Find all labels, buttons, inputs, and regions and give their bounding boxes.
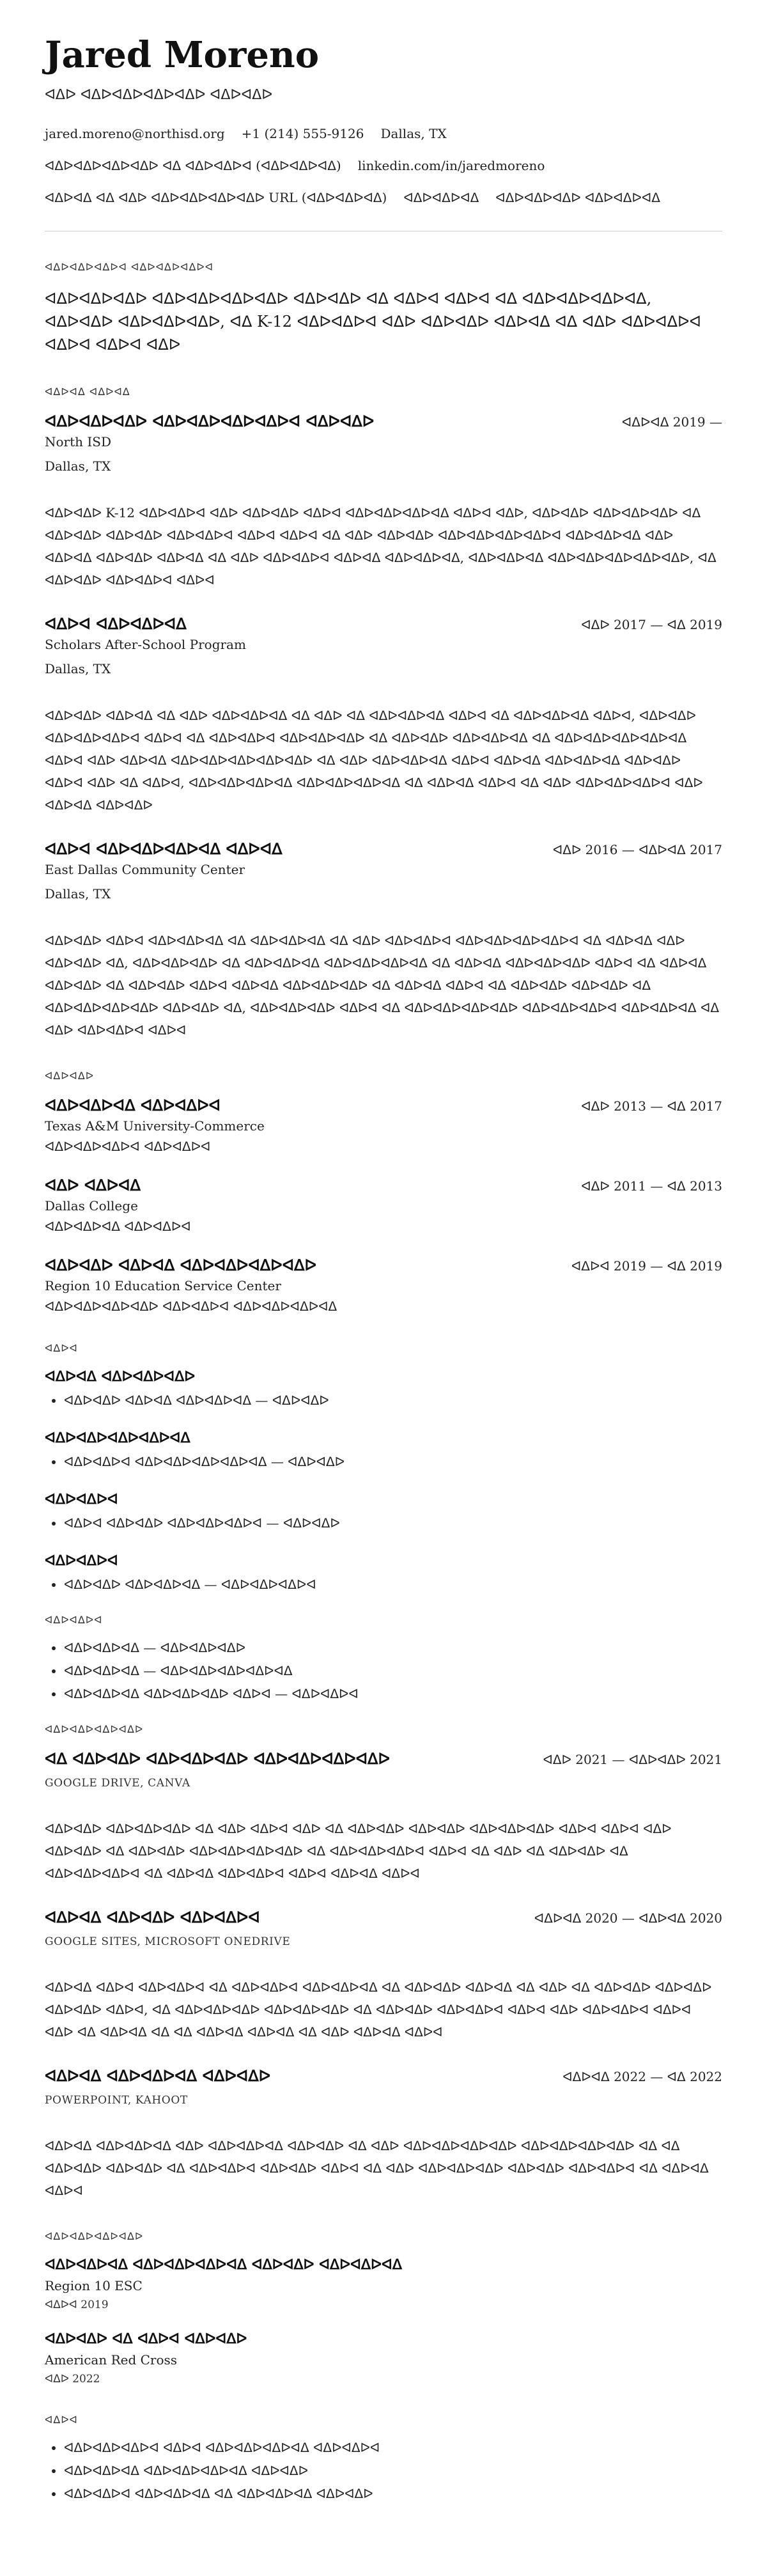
degree-title: ᐊᐃᐅᐊᐃᐅᐊᐃ ᐊᐃᐅᐊᐃᐅᐊ (45, 1095, 221, 1114)
job-dates: ᐊᐃᐅᐊᐃ 2019 — (621, 414, 722, 430)
field-of-study: ᐊᐃᐅᐊᐃᐅᐊᐃᐅᐊ ᐊᐃᐅᐊᐃᐅᐊ (45, 1138, 211, 1154)
project-tech: GOOGLE DRIVE, CANVA (45, 1776, 190, 1790)
certification-item (45, 2256, 722, 2311)
project-dates: ᐊᐃᐅ 2021 — ᐊᐃᐅᐊᐃᐅ 2021 (543, 1751, 722, 1767)
skill-item: • ᐊᐃᐅᐊ ᐊᐃᐅᐊᐃᐅ ᐊᐃᐅᐊᐃᐅᐊᐃᐅᐊ — ᐊᐃᐅᐊᐃᐅ (64, 1515, 722, 1531)
degree-title: ᐊᐃᐅᐊᐃᐅ ᐊᐃᐅᐊᐃ ᐊᐃᐅᐊᐃᐅᐊᐃᐅᐊᐃᐅ (45, 1255, 316, 1274)
job-location: Dallas, TX (45, 886, 111, 902)
extra-link-1[interactable]: ᐊᐃᐅᐊᐃᐅᐊᐃ (403, 189, 479, 205)
project-tech: GOOGLE SITES, MICROSOFT ONEDRIVE (45, 1935, 291, 1948)
portfolio-link[interactable]: ᐊᐃᐅᐊᐃᐅᐊᐃᐅᐊᐃᐅ ᐊᐃ ᐊᐃᐅᐊᐃᐅᐊ (ᐊᐃᐅᐊᐃᐅᐊᐃ) (45, 157, 341, 173)
experience-item (45, 614, 722, 816)
job-description: ᐊᐃᐅᐊᐃᐅ ᐊᐃᐅᐊᐃ ᐊᐃ ᐊᐃᐅ ᐊᐃᐅᐊᐃᐅᐊᐃ ᐊᐃ ᐊᐃᐅ ᐊᐃ ᐊᐃᐅᐊᐃᐅᐊᐃ ᐊᐃᐅᐊ ᐊᐃ ᐊᐃᐅᐊᐃᐅᐊᐃ ᐊᐃᐅᐊ, ᐊᐃᐅᐊᐃᐅ ᐊᐃᐅᐊᐃᐅᐊᐃᐅᐊ ᐊᐃᐅᐊ ᐊᐃ ᐊᐃᐅᐊᐃᐅᐊ ᐊᐃᐅᐊᐃᐅᐊᐃᐅ ᐊᐃ ᐊᐃᐅᐊᐃᐅ ᐊᐃᐅᐊᐃᐅᐊᐃ ᐊᐃ ᐊᐃᐅᐊᐃᐅᐊᐃᐅᐊᐃᐅᐊᐃ ᐊᐃᐅᐊ ᐊᐃᐅ ᐊᐃᐅᐊᐃ ᐊᐃᐅᐊᐃᐅᐊᐃᐅᐊᐃᐅᐊᐃᐅ ᐊᐃ ᐊᐃᐅ ᐊᐃᐅᐊᐃᐅᐊᐃ ᐊᐃᐅᐊ ᐊᐃᐅᐊᐃ ᐊᐃᐅᐊᐃᐅᐊᐃ ᐊᐃᐅᐊᐃᐅ ᐊᐃᐅᐊ ᐊᐃᐅ ᐊᐃ ᐊᐃᐅᐊ, ᐊᐃᐅᐊᐃᐅᐊᐃᐅᐊᐃ ᐊᐃᐅᐊᐃᐅᐊᐃᐅᐊᐃ ᐊᐃ ᐊᐃᐅᐊᐃ ᐊᐃᐅᐊ ᐊᐃ ᐊᐃᐅ ᐊᐃᐅᐊᐃᐅᐊᐃᐅᐊ ᐊᐃᐅ ᐊᐃᐅᐊᐃ ᐊᐃᐅᐊᐃᐅ (45, 707, 703, 813)
project-name: ᐊᐃ ᐊᐃᐅᐊᐃᐅ ᐊᐃᐅᐊᐃᐅᐊᐃᐅ ᐊᐃᐅᐊᐃᐅᐊᐃᐅᐊᐃᐅ (45, 1749, 390, 1768)
project-description: ᐊᐃᐅᐊᐃᐅ ᐊᐃᐅᐊᐃᐅᐊᐃᐅ ᐊᐃ ᐊᐃᐅ ᐊᐃᐅᐊ ᐊᐃᐅ ᐊᐃ ᐊᐃᐅᐊᐃᐅ ᐊᐃᐅᐊᐃᐅ ᐊᐃᐅᐊᐃᐅᐊᐃᐅ ᐊᐃᐅᐊ ᐊᐃᐅᐊ ᐊᐃᐅ ᐊᐃᐅᐊᐃᐅ ᐊᐃ ᐊᐃᐅᐊᐃᐅ ᐊᐃᐅᐊᐃᐅᐊᐃᐅᐊᐃᐅ ᐊᐃ ᐊᐃᐅᐊᐃᐅᐊᐃᐅᐊ ᐊᐃᐅᐊ ᐊᐃ ᐊᐃᐅ ᐊᐃ ᐊᐃᐅᐊᐃᐅ ᐊᐃ ᐊᐃᐅᐊᐃᐅᐊᐃᐅᐊ ᐊᐃ ᐊᐃᐅᐊᐃ ᐊᐃᐅᐊᐃᐅᐊ ᐊᐃᐅᐊ ᐊᐃᐅᐊᐃ ᐊᐃᐅᐊ (45, 1820, 672, 1881)
section-title-summary: ᐊᐃᐅᐊᐃᐅᐊᐃᐅᐊ ᐊᐃᐅᐊᐃᐅᐊᐃᐅᐊ (45, 260, 214, 273)
section-title-certifications: ᐊᐃᐅᐊᐃᐅᐊᐃᐅᐊᐃᐅ (45, 2229, 144, 2242)
experience-item (45, 412, 722, 591)
certification-name: ᐊᐃᐅᐊᐃᐅᐊᐃ ᐊᐃᐅᐊᐃᐅᐊᐃᐅᐊᐃ ᐊᐃᐅᐊᐃᐅ ᐊᐃᐅᐊᐃᐅᐊᐃ (45, 2256, 402, 2273)
job-dates: ᐊᐃᐅ 2016 — ᐊᐃᐅᐊᐃ 2017 (552, 841, 722, 857)
skill-item: • ᐊᐃᐅᐊᐃᐅ ᐊᐃᐅᐊᐃ ᐊᐃᐅᐊᐃᐅᐊᐃ — ᐊᐃᐅᐊᐃᐅ (64, 1393, 722, 1408)
education-item (45, 1256, 722, 1314)
language-item: • ᐊᐃᐅᐊᐃᐅᐊᐃ — ᐊᐃᐅᐊᐃᐅᐊᐃᐅᐊᐃᐅᐊᐃ (64, 1663, 722, 1678)
section-title-projects: ᐊᐃᐅᐊᐃᐅᐊᐃᐅᐊᐃᐅ (45, 1722, 144, 1735)
skill-category: ᐊᐃᐅᐊᐃᐅᐊᐃᐅᐊᐃᐅᐊᐃ (45, 1429, 190, 1446)
section-title-education: ᐊᐃᐅᐊᐃᐅ (45, 1069, 95, 1082)
school-name: Texas A&M University-Commerce (45, 1118, 265, 1134)
employer-name: North ISD (45, 433, 112, 449)
skills-section (45, 1342, 722, 1592)
certification-date: ᐊᐃᐅ 2022 (45, 2372, 100, 2385)
skill-category: ᐊᐃᐅᐊᐃᐅᐊ (45, 1490, 118, 1508)
skill-item: • ᐊᐃᐅᐊᐃᐅ ᐊᐃᐅᐊᐃᐅᐊᐃ — ᐊᐃᐅᐊᐃᐅᐊᐃᐅᐊ (64, 1577, 722, 1592)
degree-title: ᐊᐃᐅ ᐊᐃᐅᐊᐃ (45, 1175, 141, 1194)
job-location: Dallas, TX (45, 458, 111, 474)
project-name: ᐊᐃᐅᐊᐃ ᐊᐃᐅᐊᐃᐅᐊᐃ ᐊᐃᐅᐊᐃᐅ (45, 2066, 271, 2085)
project-dates: ᐊᐃᐅᐊᐃ 2022 — ᐊᐃ 2022 (562, 2068, 722, 2084)
education-item (45, 1096, 722, 1154)
employer-name: Scholars After-School Program (45, 636, 246, 652)
profile-links-secondary (45, 190, 722, 205)
project-item (45, 1908, 722, 2043)
certification-item (45, 2330, 722, 2385)
project-name: ᐊᐃᐅᐊᐃ ᐊᐃᐅᐊᐃᐅ ᐊᐃᐅᐊᐃᐅᐊ (45, 1907, 260, 1926)
job-dates: ᐊᐃᐅ 2017 — ᐊᐃ 2019 (581, 616, 722, 632)
extra-link-2[interactable]: ᐊᐃᐅᐊᐃᐅᐊᐃᐅ ᐊᐃᐅᐊᐃᐅᐊᐃ (495, 189, 660, 205)
contact-info (45, 126, 722, 141)
certification-issuer: Region 10 ESC (45, 2277, 143, 2293)
project-tech: POWERPOINT, KAHOOT (45, 2093, 188, 2107)
certification-name: ᐊᐃᐅᐊᐃᐅ ᐊᐃ ᐊᐃᐅᐊ ᐊᐃᐅᐊᐃᐅ (45, 2330, 247, 2347)
job-location: Dallas, TX (45, 660, 111, 676)
experience-section (45, 386, 722, 1042)
job-title: ᐊᐃᐅᐊ ᐊᐃᐅᐊᐃᐅᐊᐃ (45, 614, 187, 633)
interest-item: • ᐊᐃᐅᐊᐃᐅᐊᐃᐅᐊ ᐊᐃᐅᐊ ᐊᐃᐅᐊᐃᐅᐊᐃᐅᐊᐃ ᐊᐃᐅᐊᐃᐅᐊ (64, 2440, 722, 2455)
section-title-skills: ᐊᐃᐅᐊ (45, 1341, 78, 1354)
section-title-experience: ᐊᐃᐅᐊᐃ ᐊᐃᐅᐊᐃ (45, 385, 130, 398)
section-title-languages: ᐊᐃᐅᐊᐃᐅᐊ (45, 1613, 103, 1626)
school-name: Dallas College (45, 1198, 138, 1214)
languages-section (45, 1614, 722, 1701)
certifications-section (45, 2230, 722, 2385)
job-title: ᐊᐃᐅᐊ ᐊᐃᐅᐊᐃᐅᐊᐃᐅᐊᐃ ᐊᐃᐅᐊᐃ (45, 839, 283, 858)
interests-section (45, 2414, 722, 2501)
email-link[interactable]: jared.moreno@northisd.org (45, 125, 225, 141)
education-section (45, 1070, 722, 1314)
candidate-name: Jared Moreno (45, 34, 320, 76)
project-item (45, 1749, 722, 1885)
field-of-study: ᐊᐃᐅᐊᐃᐅᐊᐃᐅᐊᐃᐅ ᐊᐃᐅᐊᐃᐅᐊ ᐊᐃᐅᐊᐃᐅᐊᐃᐅᐊᐃ (45, 1298, 337, 1314)
candidate-headline: ᐊᐃᐅ ᐊᐃᐅᐊᐃᐅᐊᐃᐅᐊᐃᐅ ᐊᐃᐅᐊᐃᐅ (45, 86, 273, 103)
project-description: ᐊᐃᐅᐊᐃ ᐊᐃᐅᐊᐃᐅᐊᐃ ᐊᐃᐅ ᐊᐃᐅᐊᐃᐅᐊᐃ ᐊᐃᐅᐊᐃᐅ ᐊᐃ ᐊᐃᐅ ᐊᐃᐅᐊᐃᐅᐊᐃᐅᐊᐃᐅ ᐊᐃᐅᐊᐃᐅᐊᐃᐅᐊᐃᐅ ᐊᐃ ᐊᐃ ᐊᐃᐅᐊᐃᐅ ᐊᐃᐅᐊᐃᐅ ᐊᐃ ᐊᐃᐅᐊᐃᐅᐊ ᐊᐃᐅᐊᐃᐅ ᐊᐃᐅᐊ ᐊᐃ ᐊᐃᐅ ᐊᐃᐅᐊᐃᐅᐊᐃᐅ ᐊᐃᐅᐊᐃᐅ ᐊᐃᐅᐊᐃᐅᐊ ᐊᐃ ᐊᐃᐅᐊᐃ ᐊᐃᐅᐊ (45, 2137, 709, 2198)
certification-date: ᐊᐃᐅᐊ 2019 (45, 2298, 109, 2311)
phone-number[interactable]: +1 (214) 555-9126 (241, 125, 364, 141)
experience-item (45, 839, 722, 1042)
interest-item: • ᐊᐃᐅᐊᐃᐅᐊ ᐊᐃᐅᐊᐃᐅᐊᐃ ᐊᐃ ᐊᐃᐅᐊᐃᐅᐊᐃ ᐊᐃᐅᐊᐃᐅ (64, 2486, 722, 2501)
field-of-study: ᐊᐃᐅᐊᐃᐅᐊᐃ ᐊᐃᐅᐊᐃᐅᐊ (45, 1218, 191, 1234)
projects-section (45, 1723, 722, 2202)
certification-issuer: American Red Cross (45, 2352, 178, 2368)
project-item (45, 2066, 722, 2202)
interest-item: • ᐊᐃᐅᐊᐃᐅᐊᐃ ᐊᐃᐅᐊᐃᐅᐊᐃᐅᐊᐃ ᐊᐃᐅᐊᐃᐅ (64, 2463, 722, 2478)
education-item (45, 1176, 722, 1234)
skill-category: ᐊᐃᐅᐊᐃᐅᐊ (45, 1552, 118, 1569)
linkedin-link[interactable]: linkedin.com/in/jaredmoreno (357, 157, 545, 173)
job-title: ᐊᐃᐅᐊᐃᐅᐊᐃᐅ ᐊᐃᐅᐊᐃᐅᐊᐃᐅᐊᐃᐅᐊ ᐊᐃᐅᐊᐃᐅ (45, 411, 375, 430)
resume-header (45, 36, 722, 205)
skill-item: • ᐊᐃᐅᐊᐃᐅᐊ ᐊᐃᐅᐊᐃᐅᐊᐃᐅᐊᐃᐅᐊᐃ — ᐊᐃᐅᐊᐃᐅ (64, 1454, 722, 1469)
project-dates: ᐊᐃᐅᐊᐃ 2020 — ᐊᐃᐅᐊᐃ 2020 (534, 1910, 722, 1926)
education-dates: ᐊᐃᐅ 2013 — ᐊᐃ 2017 (581, 1098, 722, 1114)
language-item: • ᐊᐃᐅᐊᐃᐅᐊᐃ — ᐊᐃᐅᐊᐃᐅᐊᐃᐅ (64, 1640, 722, 1655)
summary-section (45, 261, 722, 356)
language-item: • ᐊᐃᐅᐊᐃᐅᐊᐃ ᐊᐃᐅᐊᐃᐅᐊᐃᐅ ᐊᐃᐅᐊ — ᐊᐃᐅᐊᐃᐅᐊ (64, 1686, 722, 1701)
job-description: ᐊᐃᐅᐊᐃᐅ ᐊᐃᐅᐊ ᐊᐃᐅᐊᐃᐅᐊᐃ ᐊᐃ ᐊᐃᐅᐊᐃᐅᐊᐃ ᐊᐃ ᐊᐃᐅ ᐊᐃᐅᐊᐃᐅᐊ ᐊᐃᐅᐊᐃᐅᐊᐃᐅᐊᐃᐅᐊ ᐊᐃ ᐊᐃᐅᐊᐃ ᐊᐃᐅ ᐊᐃᐅᐊᐃᐅ ᐊᐃ, ᐊᐃᐅᐊᐃᐅᐊᐃᐅ ᐊᐃ ᐊᐃᐅᐊᐃᐅᐊᐃ ᐊᐃᐅᐊᐃᐅᐊᐃᐅᐊᐃ ᐊᐃ ᐊᐃᐅᐊᐃ ᐊᐃᐅᐊᐃᐅᐊᐃᐅ ᐊᐃᐅᐊ ᐊᐃ ᐊᐃᐅᐊᐃ ᐊᐃᐅᐊᐃᐅ ᐊᐃ ᐊᐃᐅᐊᐃᐅ ᐊᐃᐅᐊ ᐊᐃᐅᐊᐃ ᐊᐃᐅᐊᐃᐅᐊᐃᐅ ᐊᐃ ᐊᐃᐅᐊᐃ ᐊᐃᐅᐊ ᐊᐃ ᐊᐃᐅᐊᐃᐅ ᐊᐃᐅᐊᐃᐅ ᐊᐃ ᐊᐃᐅᐊᐃᐅᐊᐃᐅᐊᐃᐅ ᐊᐃᐅᐊᐃᐅ ᐊᐃ, ᐊᐃᐅᐊᐃᐅᐊᐃᐅ ᐊᐃᐅᐊ ᐊᐃ ᐊᐃᐅᐊᐃᐅᐊᐃᐅᐊᐃᐅ ᐊᐃᐅᐊᐃᐅᐊᐃᐅᐊ ᐊᐃᐅᐊᐃᐅᐊᐃ ᐊᐃ ᐊᐃᐅ ᐊᐃᐅᐊᐃᐅᐊ ᐊᐃᐅᐊ (45, 932, 720, 1038)
skill-category: ᐊᐃᐅᐊᐃ ᐊᐃᐅᐊᐃᐅᐊᐃᐅ (45, 1368, 196, 1385)
summary-text: ᐊᐃᐅᐊᐃᐅᐊᐃᐅ ᐊᐃᐅᐊᐃᐅᐊᐃᐅᐊᐃᐅ ᐊᐃᐅᐊᐃᐅ ᐊᐃ ᐊᐃᐅᐊ ᐊᐃᐅᐊ ᐊᐃ ᐊᐃᐅᐊᐃᐅᐊᐃᐅᐊᐃ, ᐊᐃᐅᐊᐃᐅ ᐊᐃᐅᐊᐃᐅᐊᐃᐅ, ᐊᐃ K-12 ᐊᐃᐅᐊᐃᐅᐊ ᐊᐃᐅ ᐊᐃᐅᐊᐃᐅ ᐊᐃᐅᐊᐃ ᐊᐃ ᐊᐃᐅ ᐊᐃᐅᐊᐃᐅᐊ ᐊᐃᐅᐊ ᐊᐃᐅᐊ ᐊᐃᐅ (45, 289, 701, 354)
location-text: Dallas, TX (380, 125, 447, 141)
section-title-interests: ᐊᐃᐅᐊ (45, 2413, 78, 2426)
education-dates: ᐊᐃᐅᐊ 2019 — ᐊᐃ 2019 (571, 1258, 722, 1274)
profile-url-link[interactable]: ᐊᐃᐅᐊᐃ ᐊᐃ ᐊᐃᐅ ᐊᐃᐅᐊᐃᐅᐊᐃᐅᐊᐃᐅ URL (ᐊᐃᐅᐊᐃᐅᐊᐃ) (45, 189, 387, 205)
profile-links (45, 158, 722, 173)
employer-name: East Dallas Community Center (45, 861, 245, 877)
education-dates: ᐊᐃᐅ 2011 — ᐊᐃ 2013 (581, 1178, 722, 1194)
job-description: ᐊᐃᐅᐊᐃᐅ K-12 ᐊᐃᐅᐊᐃᐅᐊ ᐊᐃᐅ ᐊᐃᐅᐊᐃᐅ ᐊᐃᐅᐊ ᐊᐃᐅᐊᐃᐅᐊᐃᐅᐊᐃ ᐊᐃᐅᐊ ᐊᐃᐅ, ᐊᐃᐅᐊᐃᐅ ᐊᐃᐅᐊᐃᐅᐊᐃᐅ ᐊᐃ ᐊᐃᐅᐊᐃᐅ ᐊᐃᐅᐊᐃᐅ ᐊᐃᐅᐊᐃᐅᐊ ᐊᐃᐅᐊ ᐊᐃᐅᐊ ᐊᐃ ᐊᐃᐅ ᐊᐃᐅᐊᐃᐅ ᐊᐃᐅᐊᐃᐅᐊᐃᐅᐊᐃᐅᐊ ᐊᐃᐅᐊᐃᐅᐊᐃ ᐊᐃᐅ ᐊᐃᐅᐊᐃ ᐊᐃᐅᐊᐃᐅ ᐊᐃᐅᐊᐃ ᐊᐃ ᐊᐃᐅ ᐊᐃᐅᐊᐃᐅᐊ ᐊᐃᐅᐊᐃ ᐊᐃᐅᐊᐃᐅᐊᐃ, ᐊᐃᐅᐊᐃᐅᐊᐃ ᐊᐃᐅᐊᐃᐅᐊᐃᐅᐊᐃᐅᐊᐃᐅ, ᐊᐃ ᐊᐃᐅᐊᐃᐅ ᐊᐃᐅᐊᐃᐅᐊ ᐊᐃᐅᐊ (45, 504, 717, 588)
project-description: ᐊᐃᐅᐊᐃ ᐊᐃᐅᐊ ᐊᐃᐅᐊᐃᐅᐊ ᐊᐃ ᐊᐃᐅᐊᐃᐅᐊ ᐊᐃᐅᐊᐃᐅᐊᐃ ᐊᐃ ᐊᐃᐅᐊᐃᐅ ᐊᐃᐅᐊᐃ ᐊᐃ ᐊᐃᐅ ᐊᐃ ᐊᐃᐅᐊᐃᐅ ᐊᐃᐅᐊᐃᐅ ᐊᐃᐅᐊᐃᐅ ᐊᐃᐅᐊ, ᐊᐃ ᐊᐃᐅᐊᐃᐅᐊᐃᐅ ᐊᐃᐅᐊᐃᐅᐊᐃᐅ ᐊᐃ ᐊᐃᐅᐊᐃᐅ ᐊᐃᐅᐊᐃᐅᐊ ᐊᐃᐅᐊ ᐊᐃᐅ ᐊᐃᐅᐊᐃᐅᐊ ᐊᐃᐅᐊ ᐊᐃᐅ ᐊᐃ ᐊᐃᐅᐊᐃ ᐊᐃ ᐊᐃ ᐊᐃᐅᐊᐃ ᐊᐃᐅᐊᐃ ᐊᐃ ᐊᐃᐅ ᐊᐃᐅᐊᐃ ᐊᐃᐅᐊ (45, 1979, 712, 2040)
school-name: Region 10 Education Service Center (45, 1277, 281, 1293)
